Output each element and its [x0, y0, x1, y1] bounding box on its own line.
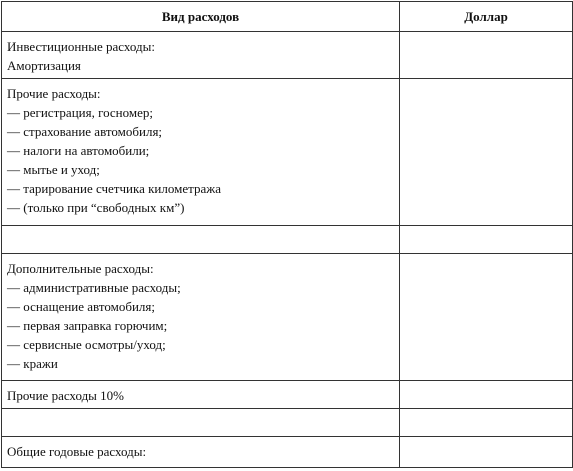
row-empty1-kind [2, 226, 400, 254]
row-extra-line: Дополнительные расходы: [7, 261, 154, 276]
row-other-line: — мытье и уход; [7, 162, 100, 177]
row-invest-line: Амортизация [7, 58, 81, 73]
row-extra-usd [400, 254, 573, 381]
table-row [2, 32, 573, 79]
table-row [2, 381, 573, 409]
row-extra-line: — административные расходы; [7, 280, 181, 295]
row-invest-usd [400, 32, 573, 79]
row-extra-kind [2, 254, 400, 381]
row-invest-line: Инвестиционные расходы: [7, 39, 155, 54]
row-extra-line: — первая заправка горючим; [7, 318, 168, 333]
table-row [2, 79, 573, 226]
row-extra-line: — сервисные осмотры/уход; [7, 337, 166, 352]
row-total-kind [2, 437, 400, 468]
row-ten-label: Прочие расходы 10% [7, 388, 124, 403]
row-other-line: Прочие расходы: [7, 86, 101, 101]
row-ten-kind [2, 381, 400, 409]
row-empty1-usd [400, 226, 573, 254]
table-row [2, 254, 573, 381]
row-other-line: — страхование автомобиля; [7, 124, 163, 139]
row-extra-line: — оснащение автомобиля; [7, 299, 156, 314]
row-other-line: — регистрация, госномер; [7, 105, 154, 120]
row-other-line: — (только при “свободных км”) [7, 200, 185, 215]
row-other-usd [400, 79, 573, 226]
row-total-usd [400, 437, 573, 468]
row-empty2-usd [400, 409, 573, 437]
row-empty2-kind [2, 409, 400, 437]
row-invest-kind [2, 32, 400, 79]
expense-table [1, 1, 573, 468]
header-kind: Вид расходов [2, 2, 400, 32]
row-ten-usd [400, 381, 573, 409]
header-usd: Доллар [400, 2, 573, 32]
table-row [2, 437, 573, 468]
row-other-kind [2, 79, 400, 226]
row-other-line: — тарирование счетчика километража [7, 181, 221, 196]
row-other-line: — налоги на автомобили; [7, 143, 150, 158]
table-row [2, 409, 573, 437]
header-row [2, 2, 573, 32]
table-row [2, 226, 573, 254]
row-total-label: Общие годовые расходы: [7, 444, 147, 459]
row-extra-line: — кражи [7, 356, 58, 371]
